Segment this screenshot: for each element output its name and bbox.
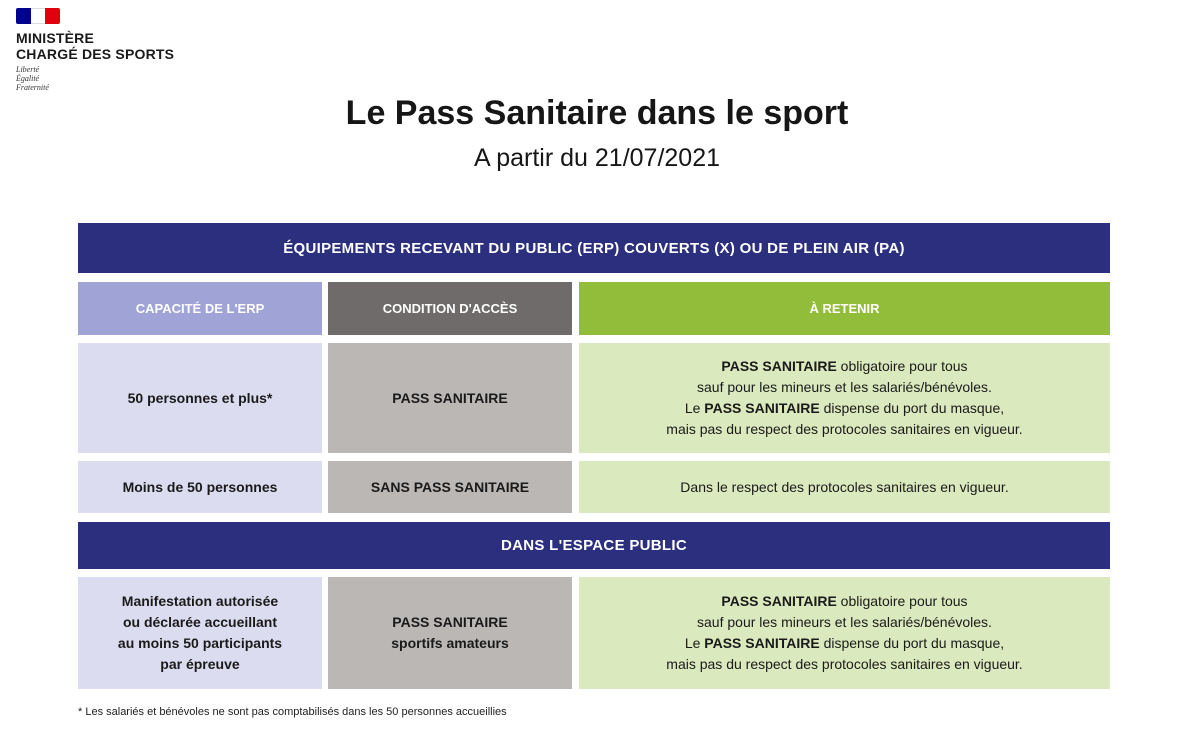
row3-retain-line1 <box>666 591 1022 612</box>
row3-capacity-line2: ou déclarée accueillant <box>122 614 278 630</box>
row1-retain <box>579 343 1110 453</box>
ministry-line-1: MINISTÈRE <box>16 30 95 46</box>
ministry-logo <box>16 8 216 92</box>
row1-retain-line4: mais pas du respect des protocoles sanitaires en vigueur. <box>666 421 1023 437</box>
page-subtitle: A partir du 21/07/2021 <box>473 144 721 172</box>
row3-capacity-line4: par épreuve <box>160 656 240 672</box>
republic-motto <box>16 65 216 92</box>
page-title: Le Pass Sanitaire dans le sport <box>345 94 849 132</box>
row3-condition-line2: sportifs amateurs <box>391 635 509 651</box>
row3-retain-line3-rest: dispense du port du masque, <box>819 635 1005 651</box>
row1-capacity: 50 personnes et plus* <box>78 343 322 453</box>
row1-retain-line1-rest: obligatoire pour tous <box>836 358 968 374</box>
row3-capacity-line3: au moins 50 participants <box>117 635 283 651</box>
row2-capacity: Moins de 50 personnes <box>78 461 322 513</box>
row1-condition: PASS SANITAIRE <box>328 343 572 453</box>
section-public-space-header: DANS L'ESPACE PUBLIC <box>78 522 1110 569</box>
section-erp-header: ÉQUIPEMENTS RECEVANT DU PUBLIC (ERP) COUVERTS (X) OU DE PLEIN AIR (PA) <box>78 223 1110 273</box>
row3-retain <box>579 577 1110 689</box>
pass-sanitaire-bold: PASS SANITAIRE <box>721 358 837 374</box>
row3-retain-line2: sauf pour les mineurs et les salariés/bénévoles. <box>697 614 992 630</box>
row2-retain: Dans le respect des protocoles sanitaires en vigueur. <box>579 461 1110 513</box>
column-header-retain: À RETENIR <box>579 282 1110 335</box>
pass-sanitaire-bold: PASS SANITAIRE <box>721 593 837 609</box>
row3-condition <box>328 577 572 689</box>
french-flag-icon <box>16 8 60 24</box>
motto-liberte: Liberté <box>16 65 40 74</box>
row1-retain-line3-pre: Le <box>684 400 705 416</box>
row3-condition-line1: PASS SANITAIRE <box>392 614 508 630</box>
motto-egalite: Égalité <box>16 74 40 83</box>
row3-retain-line3-pre: Le <box>684 635 705 651</box>
row3-retain-line3 <box>666 633 1022 654</box>
motto-fraternite: Fraternité <box>16 83 49 92</box>
footnote: * Les salariés et bénévoles ne sont pas comptabilisés dans les 50 personnes accueillies <box>78 706 507 718</box>
ministry-name <box>16 30 216 62</box>
row3-capacity-line1: Manifestation autorisée <box>121 593 279 609</box>
column-header-capacity: CAPACITÉ DE L'ERP <box>78 282 322 335</box>
row1-retain-line2: sauf pour les mineurs et les salariés/bénévoles. <box>697 379 992 395</box>
pass-sanitaire-bold: PASS SANITAIRE <box>704 400 820 416</box>
column-header-condition: CONDITION D'ACCÈS <box>328 282 572 335</box>
row2-condition: SANS PASS SANITAIRE <box>328 461 572 513</box>
row1-retain-line3-rest: dispense du port du masque, <box>819 400 1005 416</box>
row3-retain-line1-rest: obligatoire pour tous <box>836 593 968 609</box>
ministry-line-2: CHARGÉ DES SPORTS <box>16 46 175 62</box>
row1-retain-line1 <box>666 356 1022 377</box>
row1-retain-line3 <box>666 398 1022 419</box>
pass-sanitaire-bold: PASS SANITAIRE <box>704 635 820 651</box>
row3-capacity <box>78 577 322 689</box>
row3-retain-line4: mais pas du respect des protocoles sanitaires en vigueur. <box>666 656 1023 672</box>
